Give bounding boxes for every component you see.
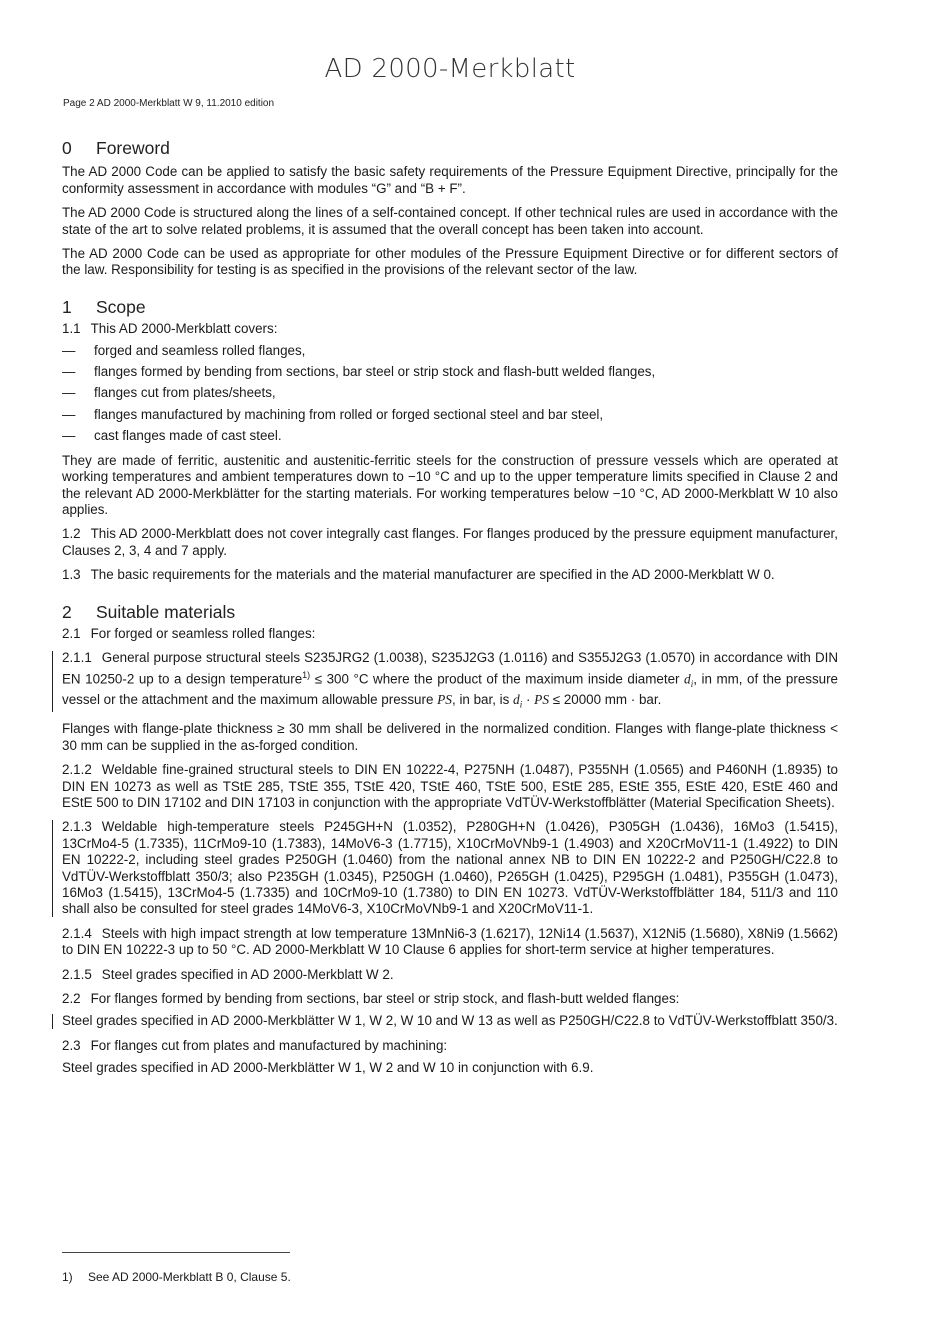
clause-2-1-4: 2.1.4 Steels with high impact strength at low temperature 13MnNi6-3 (1.6217), 12Ni14 (1.5637), X12Ni5 (1.5680), X8Ni9 (1.5662) to DIN EN 10222-3 up to 50 °C. AD 2000-Merkblatt W 10 Clause 6 applies for short-term service at higher temperatures. [62,925,838,958]
clause-2-3: 2.3 For flanges cut from plates and manufactured by machining: [62,1037,448,1053]
section-heading-scope [62,296,838,317]
clause-number: 1.3 [62,567,81,583]
paragraph: Steel grades specified in AD 2000-Merkblätter W 1, W 2 and W 10 in conjunction with 6.9. [62,1060,594,1076]
document-title: AD 2000-Merkblatt [324,54,576,84]
footnote-text: See AD 2000-Merkblatt B 0, Clause 5. [88,1270,291,1284]
page-info: Page 2 AD 2000-Merkblatt W 9, 11.2010 edition [63,98,275,109]
section-title: Suitable materials [96,601,236,622]
clause-number: 2.1.1 [62,650,92,666]
list-item: — flanges manufactured by machining from rolled or forged sectional steel and bar steel, [62,406,604,422]
footnote [62,1270,291,1284]
footnote-divider [62,1252,290,1253]
clause-2-1-2: 2.1.2 Weldable fine-grained structural steels to DIN EN 10222-4, P275NH (1.0487), P355NH (1.0565) and P460NH (1.8935) to DIN EN 10273 as well as TStE 285, TStE 355, TStE 420, TStE 460, TStE 500, EStE 285, EStE 355, EStE 420, EStE 460 and EStE 500 to DIN 17102 and DIN 17103 in conjunction with the appropriate VdTÜV-Werkstoffblätter (Material Specification Sheets). [62,762,838,810]
clause-number: 2.1.5 [62,966,92,982]
clause-2-1-3: 2.1.3 Weldable high-temperature steels P245GH+N (1.0352), P280GH+N (1.0426), P305GH (1.0436), 16Mo3 (1.5415), 13CrMo4-5 (1.7335), 11CrMo9-10 (1.7383), 14MoV6-3 (1.7715), X10CrMoVNb9-1 (1.4903) and X20CrMoV11-1 (1.4922) to DIN EN 10222-2, including steel grades P250GH (1.0460) from the national annex NB to DIN EN 10222-2 and P250GH/C22.8 to VdTÜV-Werkstoffblatt 350/3; also P235GH (1.0345), P250GH (1.0460), P265GH (1.0425), P295GH (1.0481), P355GH (1.0473), 16Mo3 (1.5415), 13CrMo4-5 (1.7335) and 10CrMo9-10 (1.7380) to DIN EN 10273. VdTÜV-Werkstoffblätter 184, 511/3 and 110 shall also be consulted for steel grades 14MoV6-3, X10CrMoVNb9-1 and X20CrMoV11-1. [62,819,838,917]
paragraph: The AD 2000 Code can be used as appropriate for other modules of the Pressure Equipment Directive or for different sectors of the law. Responsibility for testing is as specified in the provisions of the relevant sector of the law. [62,246,838,278]
document-body [62,140,838,1077]
clause-number: 1.1 [62,321,81,337]
section-heading-materials [62,601,838,622]
list-item: — flanges formed by bending from sections, bar steel or strip stock and flash-butt welded flanges, [62,364,656,380]
clause-2-1-5: 2.1.5 Steel grades specified in AD 2000-Merkblatt W 2. [62,966,394,982]
list-item: — flanges cut from plates/sheets, [62,385,276,401]
clause-number: 2.1.4 [62,925,92,941]
section-title: Foreword [96,138,170,158]
footnote-number: 1) [62,1270,73,1284]
list-item: — forged and seamless rolled flanges, [62,342,306,358]
clause-1-2: 1.2 This AD 2000-Merkblatt does not cover integrally cast flanges. For flanges produced by the pressure equipment manufacturer, Clauses 2, 3, 4 and 7 apply. [62,526,838,558]
clause-2-1-1: 2.1.1 General purpose structural steels S235JRG2 (1.0038), S235J2G3 (1.0116) and S355J2G3 (1.0570) in accordance with DIN EN 10250-2 up to a design temperature$^{1)}$ ≤ 300 °C where the product of the maximum inside diameter $d_i$, in mm, of the pressure vessel or the attachment and the maximum allowable pressure PS, in bar, is $d_i$ · PS ≤ 20000 mm · bar. [62,650,838,713]
section-number: 1 [62,296,72,317]
clause-number: 2.1 [62,625,81,641]
clause-1-3: 1.3 The basic requirements for the materials and the material manufacturer are specified in the AD 2000-Merkblatt W 0. [62,567,775,583]
clause-number: 2.1.3 [62,819,92,835]
clause-number: 2.1.2 [62,762,92,778]
clause-2-2: 2.2 For flanges formed by bending from sections, bar steel or strip stock, and flash-butt welded flanges: [62,991,680,1007]
section-heading-foreword [62,140,838,156]
section-number: 0 [62,138,72,158]
section-number: 2 [62,601,72,622]
clause-2-1: 2.1 For forged or seamless rolled flanges: [62,625,316,641]
clause-number: 1.2 [62,526,81,542]
footnote-ref: 1) [302,669,311,680]
clause-number: 2.2 [62,991,81,1007]
clause-number: 2.3 [62,1037,81,1053]
clause-1-1: 1.1 This AD 2000-Merkblatt covers: [62,321,278,337]
list-item: — cast flanges made of cast steel. [62,428,282,444]
paragraph: Flanges with flange-plate thickness ≥ 30 mm shall be delivered in the normalized condition. Flanges with flange-plate thickness < 30 mm can be supplied in the as-forged condition. [62,721,838,753]
paragraph: The AD 2000 Code is structured along the lines of a self-contained concept. If other technical rules are used in accordance with the state of the art to solve related problems, it is assumed that the overall concept has been taken into account. [62,205,838,237]
scope-list [62,343,838,445]
paragraph: Steel grades specified in AD 2000-Merkblätter W 1, W 2, W 10 and W 13 as well as P250GH/C22.8 to VdTÜV-Werkstoffblatt 350/3. [62,1013,838,1029]
paragraph: They are made of ferritic, austenitic and austenitic-ferritic steels for the construction of pressure vessels which are operated at working temperatures and ambient temperatures down to −10 °C and up to the upper temperature limits specified in Clause 2 and the relevant AD 2000-Merkblätter for the starting materials. For working temperatures below −10 °C, AD 2000-Merkblatt W 10 also applies. [62,452,838,517]
section-title: Scope [96,296,146,317]
paragraph: The AD 2000 Code can be applied to satisfy the basic safety requirements of the Pressure Equipment Directive, principally for the conformity assessment in accordance with modules “G” and “B + F”. [62,164,838,196]
